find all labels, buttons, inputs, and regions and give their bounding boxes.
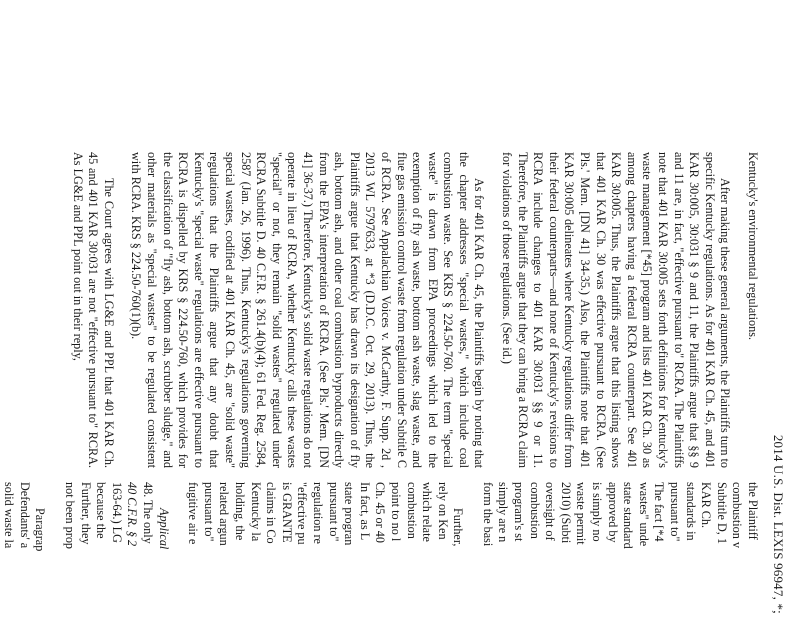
text-line: Paragrap bbox=[33, 508, 48, 552]
text-line: pursuant to" bbox=[201, 482, 216, 542]
text-line: 163-64.) LG bbox=[109, 482, 124, 543]
running-header bbox=[770, 0, 786, 618]
text-line: Kentucky la bbox=[248, 482, 263, 542]
text-line: fugitive air e bbox=[186, 482, 201, 545]
text-line: wastes" unde bbox=[636, 482, 651, 547]
text-line: combustion v bbox=[730, 482, 745, 549]
right-column-cut bbox=[0, 482, 760, 618]
text-line: rely on Ken bbox=[435, 482, 450, 540]
text-line: approved by bbox=[605, 482, 620, 543]
text-line: Applical bbox=[156, 508, 171, 550]
text-line: oversight of bbox=[543, 482, 558, 541]
paragraph-court-agrees: The Court agrees with LG&E and PPL that 401 KAR Ch. 45 and 401 KAR 30:031 are not "effective pursuant to" RCRA. As LG&E and PPL point out in their reply, bbox=[70, 152, 116, 468]
text-line: Subtitle D, 1 bbox=[714, 482, 729, 544]
text-line: combustion bbox=[527, 482, 542, 539]
text-line: because the bbox=[94, 482, 109, 539]
text-line: solid waste la bbox=[2, 482, 17, 549]
text-line: KAR Ch. bbox=[699, 482, 714, 529]
text-line: related argun bbox=[217, 482, 232, 546]
text-line: pursuant to" bbox=[668, 482, 683, 542]
lexis-citation: 2014 U.S. Dist. LEXIS 96947, *; bbox=[771, 434, 786, 614]
text-line: claims in Co bbox=[264, 482, 279, 544]
text-line: is GRANTE bbox=[279, 482, 294, 543]
text-line: not been prop bbox=[63, 482, 78, 550]
text-line: waste permit bbox=[574, 482, 589, 545]
paragraph-kar-45: As for 401 KAR Ch. 45, the Plaintiffs begin by noting that the chapter addresses "special wastes," which include coal combustion waste. See KRS § 224.50-760. The term "special waste" is drawn from EPA proceedings which led to the exemption of fly ash waste, bottom ash waste, slag waste, and flue gas emission control waste from regulation under Subtitle C of RCRA. See Appalachian Voices v. McCarthy, F. Supp. 2d , 2013 WL 5797633, at *3 (D.D.C. Oct. 29, 2013). Thus, the Plaintiffs argue that Kentucky has drawn its designation of fly ash, bottom ash, and other coal combustion byproducts directly from the EPA's interpretation of RCRA. (See Pls.' Mem. [DN 41] 36-37.) Therefore, Kentucky's solid waste regulations do not operate in lieu of RCRA, whether Kentucky calls these wastes "special" or not, they remain "solid wastes" regulated under RCRA Subtitle D. 40 C.F.R. § 261.4(b)(4); 61 Fed. Reg. 2584, 2587 (Jan. 26, 1996). Thus, Kentucky's regulations governing special wastes, codified at 401 KAR Ch. 45, are "solid waste" regulations that the Plaintiffs argue that any doubt that Kentucky's "special waste" regulations are effective pursuant to RCRA is dispelled by KRS § 224.50-760, which provides for the classification of "fly ash, bottom ash, scrubber sludge," and other materials as "special wastes" to be regulated consistent with RCRA. KRS § 224.50-760(1)(b). bbox=[129, 152, 487, 468]
text-line: form the basi bbox=[480, 482, 495, 547]
text-line: Ch. 45 or 40 bbox=[373, 482, 388, 543]
text-line: program's st bbox=[512, 482, 527, 542]
text-line: Further, bbox=[451, 508, 466, 547]
text-line: is simply no bbox=[590, 482, 605, 542]
text-line: 2010) (Subti bbox=[558, 482, 573, 544]
text-line: state progran bbox=[342, 482, 357, 546]
text-line: The fact [*4 bbox=[652, 482, 667, 542]
text-line: point to no l bbox=[388, 482, 403, 542]
text-line: Defendants' a bbox=[17, 482, 32, 549]
text-line: the Plaintiff bbox=[746, 482, 760, 540]
text-line: 40 C.F.R. § 2 bbox=[125, 482, 140, 547]
text-line: pursuant to" bbox=[326, 482, 341, 542]
text-line: In fact, as L bbox=[357, 482, 372, 541]
text-line: simply are n bbox=[496, 482, 511, 543]
text-line: state standard bbox=[621, 482, 636, 549]
text-line: Further, they bbox=[78, 482, 93, 545]
text-line: standards in bbox=[683, 482, 698, 541]
paragraph-kar-30: After making these general arguments, the Plaintiffs turn to specific Kentucky regulations. As for 401 KAR Ch. 45, and 401 KAR 30:005, 30:031 § 9 and 11, the Plaintiffs argue that §§ 9 and 11 are, in fact, "effective pursuant to" RCRA. The Plaintiffs note that 401 KAR 30:005 sets forth definitions for Kentucky's waste management [*45] program and lists 401 KAR Ch. 30 as among chapters having a federal RCRA counterpart. See 401 KAR 30:005. Thus, the Plaintiffs argue that this listing shows that 401 KAR Ch. 30 was effective pursuant to RCRA. (See Pls.' Mem. [DN 41] 34-35.) Also, the Plaintiffs note that 401 KAR 30:005 delineates where Kentucky regulations differ from their federal counterparts—and none of Kentucky's revisions to RCRA include changes to 401 KAR 30:031 §§ 9 or 11. Therefore, the Plaintiffs argue that they can bring a RCRA claim for violations of those regulations. (See id.) bbox=[500, 152, 733, 468]
paragraph-intro: Kentucky's environmental regulations. bbox=[746, 152, 760, 341]
text-line: combustion bbox=[404, 482, 419, 539]
text-line: which relate bbox=[420, 482, 435, 542]
text-line: 48. The only bbox=[141, 482, 156, 544]
text-line: regulation re bbox=[310, 482, 325, 544]
text-line: holding, the bbox=[233, 482, 247, 541]
left-column bbox=[0, 152, 760, 468]
text-line: "effective pu bbox=[295, 482, 310, 545]
